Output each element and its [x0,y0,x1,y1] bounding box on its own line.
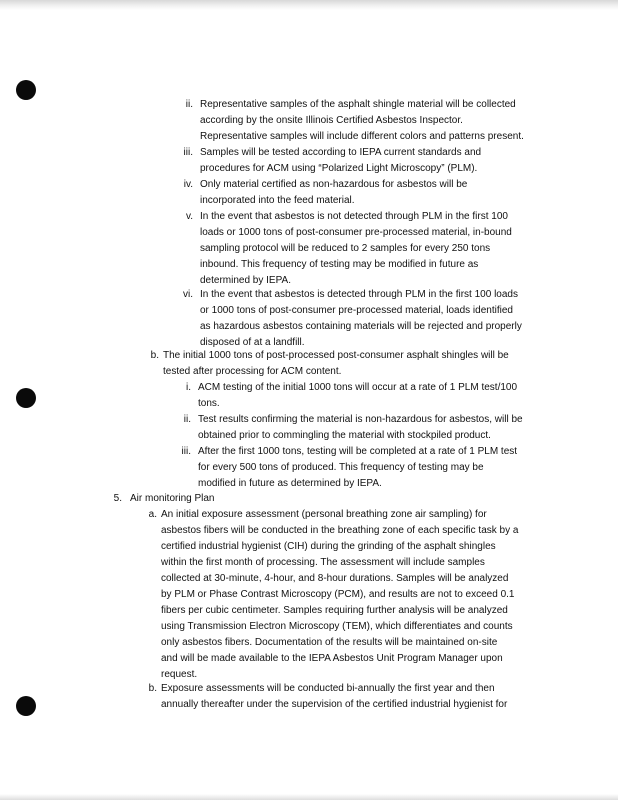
binder-hole [16,80,36,100]
text-line: as hazardous asbestos containing materials will be rejected and properly [200,321,522,332]
text-line: tested after processing for ACM content. [163,366,342,377]
list-marker: iii. [181,446,191,457]
text-line: sampling protocol will be reduced to 2 samples for every 250 tons [200,243,491,254]
text-line: tons. [198,398,220,409]
text-line: Test results confirming the material is non-hazardous for asbestos, will be [198,414,523,425]
text-line: asbestos fibers will be conducted in the breathing zone of each specific task by a [161,525,519,536]
list-item-alpha [148,507,519,683]
text-line: determined by IEPA. [200,275,291,286]
list-item-roman [183,177,468,209]
text-line: or 1000 tons of post-consumer pre-processed material, loads identified [200,305,513,316]
binder-hole [16,696,36,716]
text-line: annually thereafter under the supervision of the certified industrial hygienist for [161,699,508,710]
list-marker: v. [185,211,193,222]
list-marker: b. [150,350,159,361]
text-line: inbound. This frequency of testing may be modified in future as [200,259,479,270]
binder-hole [16,388,36,408]
text-line: incorporated into the feed material. [200,195,355,206]
list-item-roman [185,209,512,289]
text-line: according by the onsite Illinois Certified Asbestos Inspector. [200,115,463,126]
text-line: request. [161,669,198,680]
text-line: Representative samples will include different colors and patterns present. [200,131,524,142]
text-line: using Transmission Electron Microscopy (TEM), which differentiates and counts [161,621,513,632]
text-line: fibers per cubic centimeter. Samples requiring further analysis will be analyzed [161,605,508,616]
list-item-roman [181,444,518,492]
text-line: within the first month of processing. The assessment will include samples [161,557,485,568]
text-line: An initial exposure assessment (personal breathing zone air sampling) for [161,509,487,520]
list-marker: a. [148,509,157,520]
list-marker: iv. [183,179,193,190]
text-line: disposed of at a landfill. [200,337,305,348]
text-line: and will be made available to the IEPA Asbestos Unit Program Manager upon [161,653,503,664]
list-marker: ii. [183,414,191,425]
list-item-roman [185,97,524,145]
list-marker: ii. [185,99,193,110]
list-item-alpha [150,348,509,380]
text-line: by PLM or Phase Contrast Microscopy (PCM), and results are not to exceed 0.1 [161,589,515,600]
list-item-roman [183,412,523,444]
text-line: modified in future as determined by IEPA. [198,478,382,489]
list-item-alpha [148,681,508,713]
list-marker: vi. [183,289,193,300]
text-line: for every 500 tons of produced. This frequency of testing may be [198,462,484,473]
list-marker: 5. [113,493,122,504]
text-line: Only material certified as non-hazardous for asbestos will be [200,179,468,190]
text-line: loads or 1000 tons of post-consumer pre-processed material, in-bound [200,227,512,238]
section-title: Air monitoring Plan [130,493,215,504]
text-line: After the first 1000 tons, testing will be completed at a rate of 1 PLM test [198,446,518,457]
list-item-roman [183,287,522,351]
text-line: certified industrial hygienist (CIH) during the grinding of the asphalt shingles [161,541,496,552]
text-line: procedures for ACM using “Polarized Light Microscopy” (PLM). [200,163,478,174]
section-heading [113,491,215,507]
list-marker: iii. [183,147,193,158]
scan-top-edge [0,0,618,10]
text-line: Samples will be tested according to IEPA current standards and [200,147,482,158]
text-line: In the event that asbestos is detected through PLM in the first 100 loads [200,289,518,300]
list-marker: b. [148,683,157,694]
scan-bottom-edge [0,794,618,800]
text-line: ACM testing of the initial 1000 tons will occur at a rate of 1 PLM test/100 [198,382,518,393]
text-line: Representative samples of the asphalt shingle material will be collected [200,99,516,110]
text-line: In the event that asbestos is not detected through PLM in the first 100 [200,211,508,222]
list-marker: i. [186,382,191,393]
list-item-roman [186,380,518,412]
text-line: collected at 30-minute, 4-hour, and 8-hour durations. Samples will be analyzed [161,573,509,584]
text-line: obtained prior to commingling the material with stockpiled product. [198,430,491,441]
text-line: only asbestos fibers. Documentation of the results will be maintained on-site [161,637,498,648]
text-line: The initial 1000 tons of post-processed post-consumer asphalt shingles will be [163,350,509,361]
text-line: Exposure assessments will be conducted bi-annually the first year and then [161,683,495,694]
list-item-roman [183,145,482,177]
